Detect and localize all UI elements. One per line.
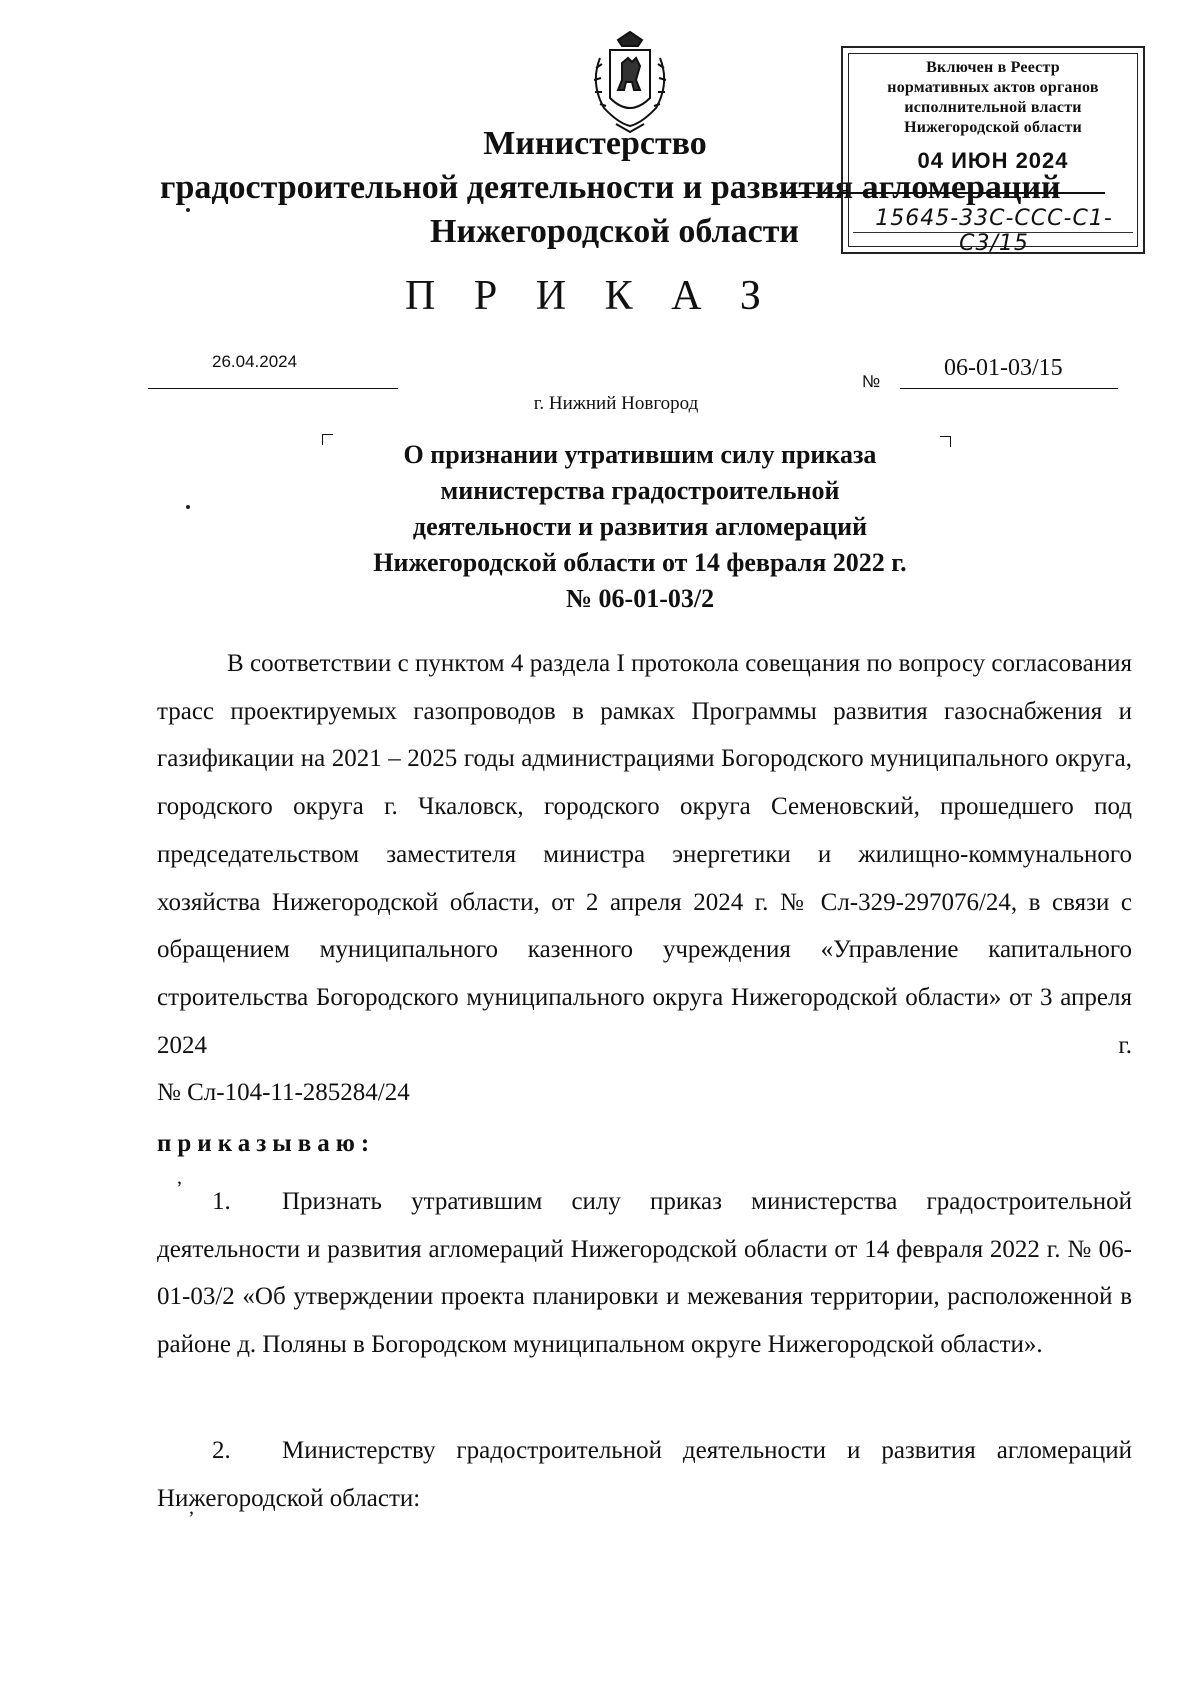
scan-dot xyxy=(186,505,190,509)
stamp-strike-line xyxy=(780,192,1105,194)
document-type-title: П Р И К А З xyxy=(405,273,775,319)
preamble-paragraph xyxy=(157,640,1132,1117)
order-item-1 xyxy=(157,1178,1132,1369)
stamp-line1: Включен в Реестр xyxy=(926,59,1060,76)
item1-number: 1. xyxy=(212,1188,231,1215)
stamp-line2: нормативных актов органов xyxy=(887,79,1099,96)
document-number: 06-01-03/15 xyxy=(944,355,1063,381)
ministry-title-line3: Нижегородской области xyxy=(430,213,799,250)
subject-line5: № 06-01-03/2 xyxy=(565,584,715,613)
order-item-2 xyxy=(157,1427,1132,1522)
order-word: приказываю: xyxy=(157,1130,376,1157)
stamp-text xyxy=(843,58,1143,138)
item1-paragraph xyxy=(157,1178,1132,1369)
stamp-underline xyxy=(853,232,1133,233)
handwritten-tick-mark: ʼ xyxy=(188,1508,195,1530)
stamp-date: 04 ИЮН 2024 xyxy=(917,148,1069,173)
item2-text: Министерству градостроительной деятельности и развития агломераций Нижегородской области: xyxy=(157,1437,1132,1512)
stamp-line3: исполнительной власти xyxy=(904,99,1082,116)
item2-paragraph xyxy=(157,1427,1132,1522)
stamp-registration-number: 15645-33C-CCC-C1-C3/15 xyxy=(875,206,1113,256)
handwritten-tick-mark: ʼ xyxy=(176,1178,183,1200)
item2-number: 2. xyxy=(212,1437,231,1464)
preamble-text: В соответствии с пунктом 4 раздела I протокола совещания по вопросу согласования трасс проектируемых газопроводов в рамках Программы развития газоснабжения и газификации на 2021 – 2025 годы администрациями Богородского муниципального округа, городского округа г. Чкаловск, городского округа Семеновский, прошедшего под председательством заместителя министра энергетики и жилищно-коммунального хозяйства Нижегородской области, от 2 апреля 2024 г. № Сл-329-297076/24, в связи с обращением муниципального казенного учреждения «Управление капитального строительства Богородского муниципального округа Нижегородской области» от 3 апреля 2024 г. xyxy=(157,650,1132,1059)
document-subject xyxy=(330,437,950,617)
number-underline xyxy=(900,388,1118,389)
document-city: г. Нижний Новгород xyxy=(533,393,699,414)
subject-line1: О признании утратившим силу приказа xyxy=(403,440,877,469)
ministry-title-line1: Министерство xyxy=(483,125,707,162)
scan-dot xyxy=(186,208,190,212)
subject-line3: деятельности и развития агломераций xyxy=(412,512,868,541)
subject-line2: министерства градостроительной xyxy=(440,476,840,505)
document-date: 26.04.2024 xyxy=(212,352,298,371)
preamble-tail: № Сл-104-11-285284/24 xyxy=(157,1079,410,1107)
number-label: № xyxy=(862,372,881,391)
registry-stamp xyxy=(841,46,1145,254)
item1-text: Признать утратившим силу приказ министерства градостроительной деятельности и развития агломераций Нижегородской области от 14 февраля 2022 г. № 06-01-03/2 «Об утверждении проекта планировки и межевания территории, расположенной в районе д. Поляны в Богородском муниципальном округе Нижегородской области». xyxy=(157,1188,1132,1359)
subject-line4: Нижегородской области от 14 февраля 2022 г. xyxy=(373,548,907,577)
ministry-title-line2: градостроительной деятельности и развития агломераций xyxy=(160,169,1061,206)
stamp-line4: Нижегородской области xyxy=(904,119,1082,136)
date-underline xyxy=(148,388,398,389)
